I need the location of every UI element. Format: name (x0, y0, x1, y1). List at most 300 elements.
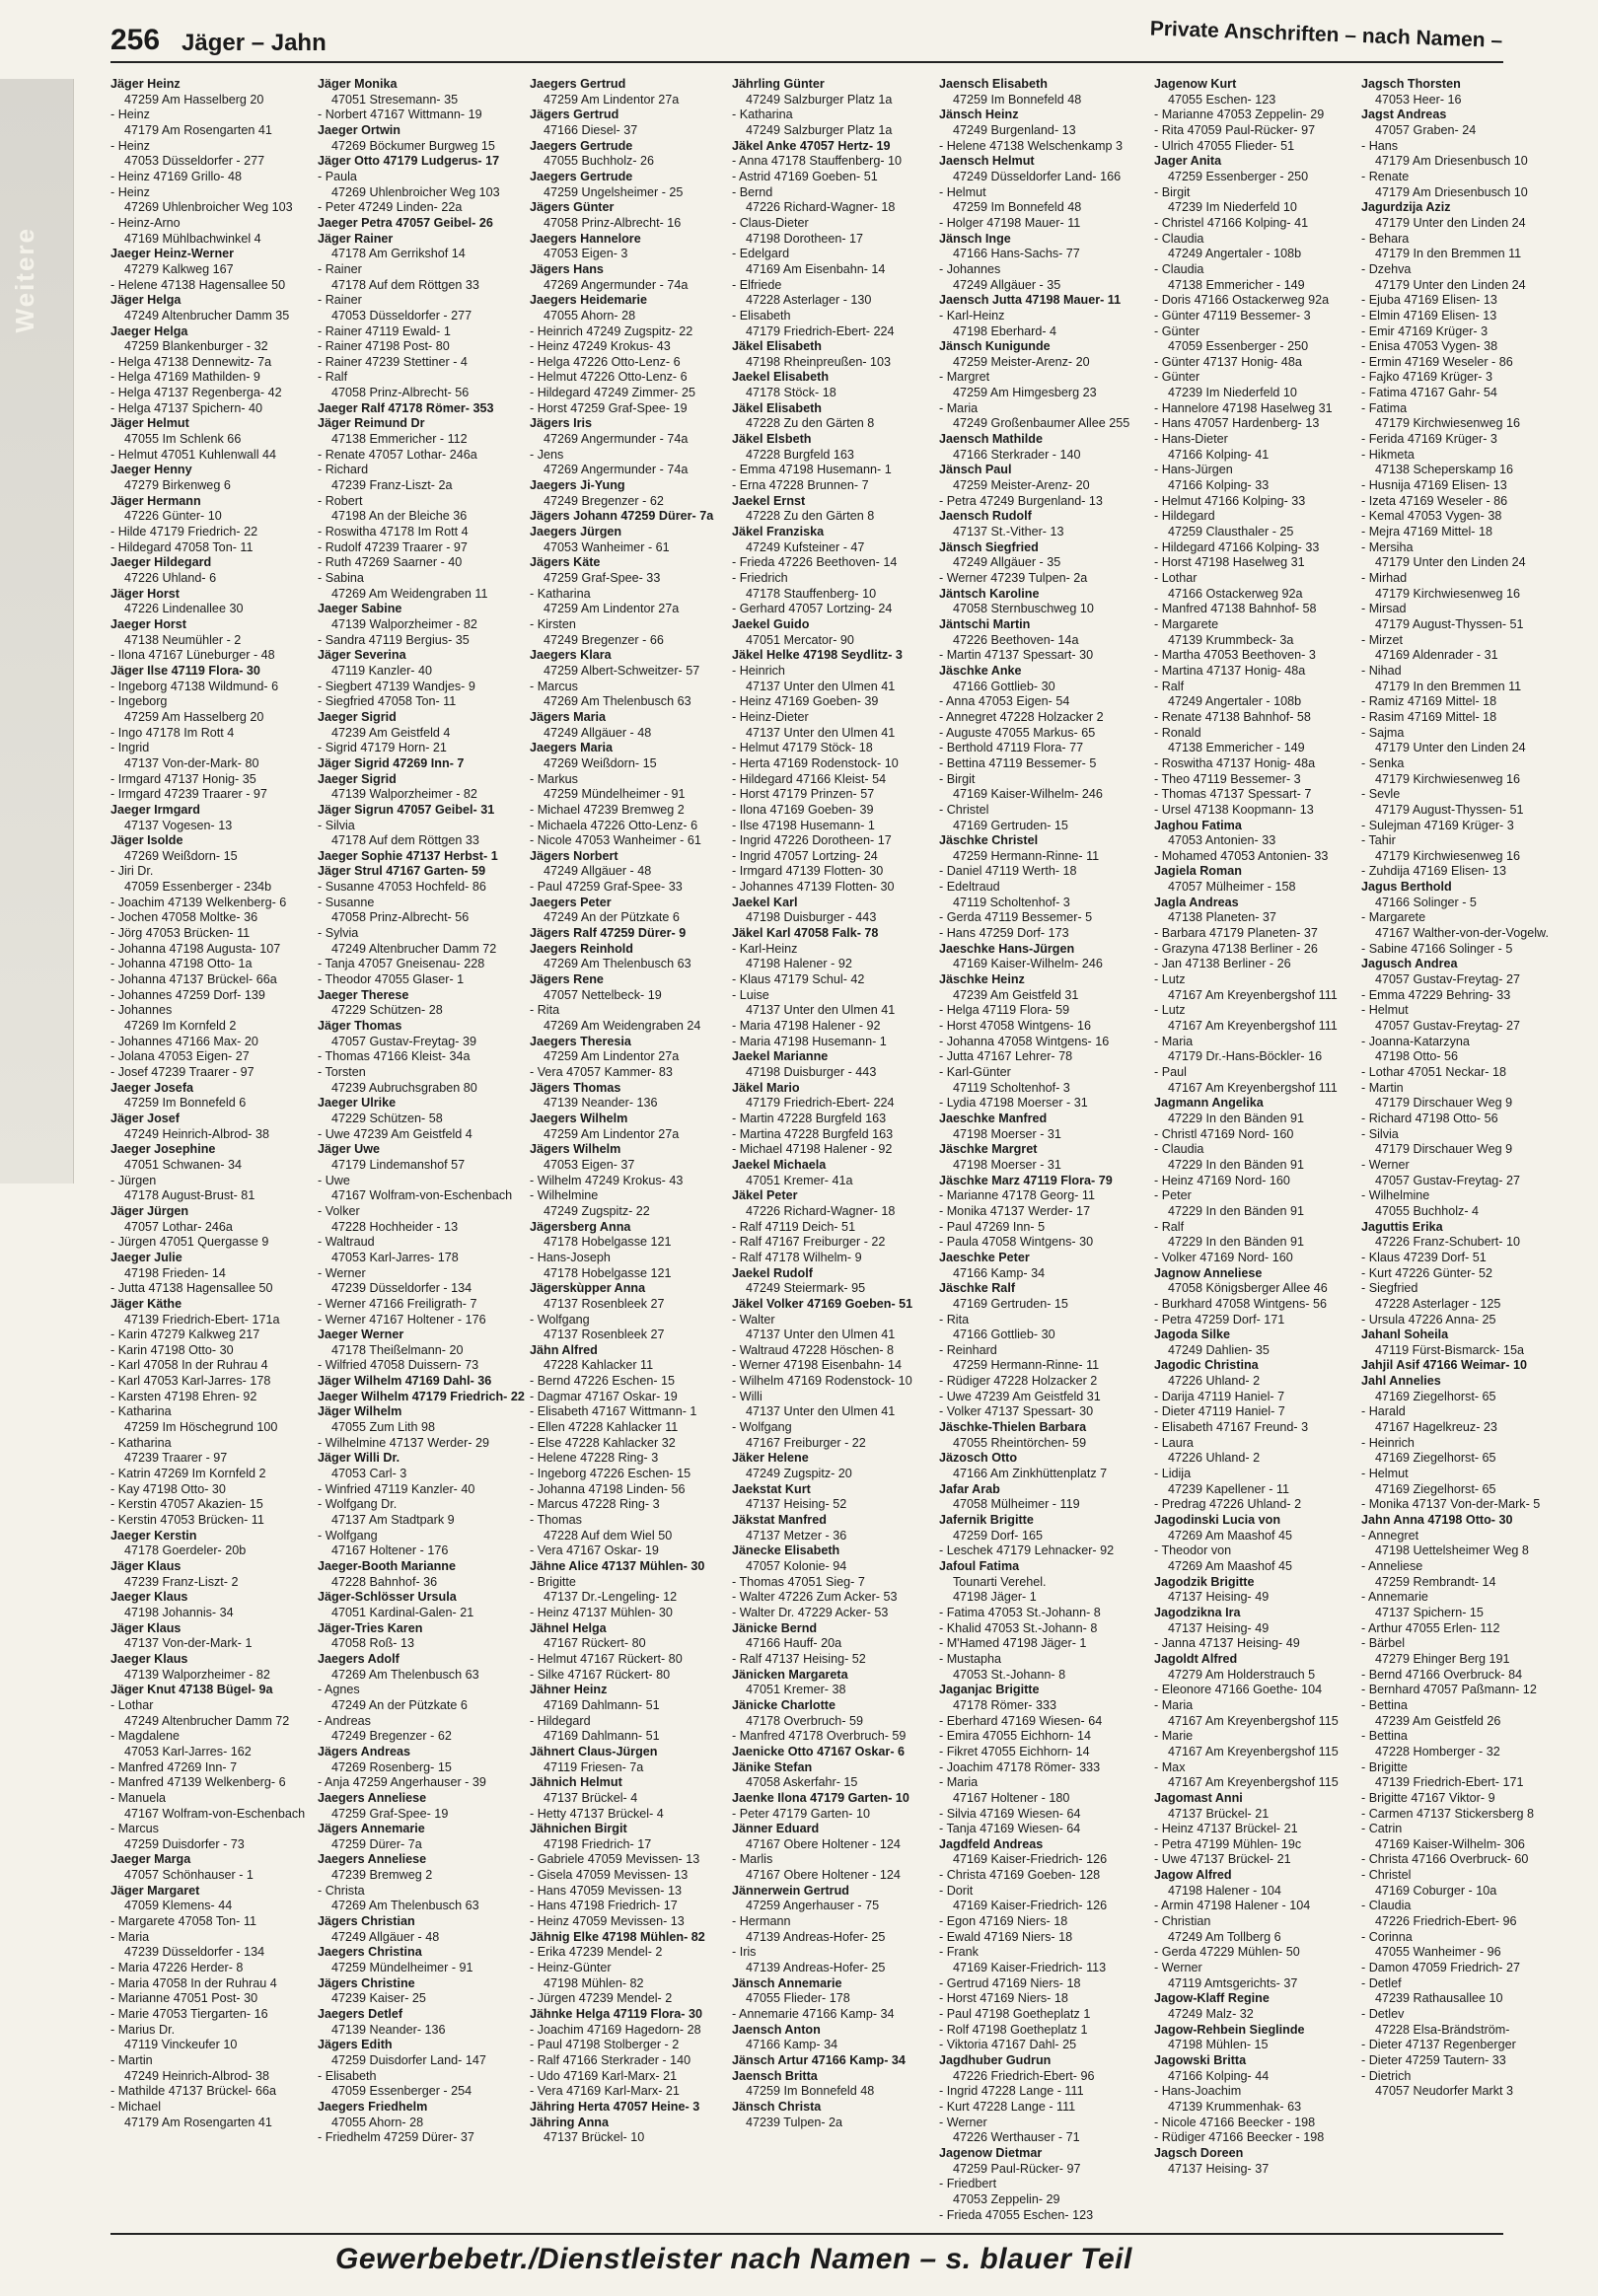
entry-subentry: - Helga 47138 Dennewitz- 7a (110, 354, 272, 369)
entry-subentry: - Ilona 47167 Lüneburger - 48 (110, 648, 275, 663)
entry-subentry: - Karl-Günter (939, 1065, 1011, 1079)
entry-subentry: - Siegfried 47058 Ton- 11 (318, 694, 457, 709)
entry-subentry: - Agnes (318, 1683, 360, 1697)
entry-address: 47051 Kardinal-Galen- 21 (331, 1605, 474, 1619)
entry-subentry: - Detlev (1361, 2007, 1405, 2022)
entry-address: 47226 Werthauser - 71 (953, 2130, 1080, 2145)
entry-subentry: - Ingrid 47057 Lortzing- 24 (732, 848, 878, 863)
entry-subentry: - Ingrid 47228 Lange - 111 (939, 2084, 1084, 2099)
entry-subentry: - Irmgard 47239 Traarer - 97 (110, 787, 267, 802)
entry-subentry: - Else 47228 Kahlacker 32 (530, 1435, 676, 1450)
entry-address: 47198 Dorotheen- 17 (746, 231, 864, 246)
entry-name: Jaeger Henny (110, 463, 192, 477)
entry-address: 47259 Duisdorfer - 73 (124, 1836, 245, 1851)
entry-name: Jäger Helga (110, 293, 182, 308)
entry-address: 47259 Meister-Arenz- 20 (953, 354, 1090, 369)
entry-subentry: - Ingeborg (110, 694, 168, 709)
entry-address: 47166 Diesel- 37 (544, 122, 638, 137)
entry-address: 47179 In den Bremmen 11 (1375, 679, 1522, 693)
entry-subentry: - Johannes (939, 261, 1001, 276)
entry-name: Jährling Günter (732, 77, 825, 91)
entry-subentry: - Ralf 47119 Deich- 51 (732, 1219, 856, 1234)
entry-subentry: - Silvia (318, 818, 355, 832)
entry-address: 47179 Kirchwiesenweg 16 (1375, 848, 1521, 863)
entry-subentry: - Lothar (1154, 571, 1198, 585)
entry-subentry: - Emma 47229 Behring- 33 (1361, 987, 1511, 1002)
entry-subentry: - Werner 47166 Freiligrath- 7 (318, 1296, 477, 1311)
entry-subentry: - Joanna-Katarzyna (1361, 1034, 1470, 1048)
entry-subentry: - Walter 47226 Zum Acker- 53 (732, 1590, 898, 1605)
entry-address: 47249 Bregenzer - 62 (544, 493, 664, 508)
entry-subentry: - Bettina 47119 Bessemer- 5 (939, 755, 1097, 770)
entry-address: 47279 Kalkweg 167 (124, 261, 234, 276)
entry-address: 47249 Zugspitz- 20 (746, 1467, 852, 1481)
entry-subentry: - Erika 47239 Mendel- 2 (530, 1945, 663, 1960)
entry-name: Jänsch Paul (939, 463, 1012, 477)
entry-name: Jaekel Michaela (732, 1157, 827, 1172)
entry-address: 47138 Planeten- 37 (1168, 910, 1276, 925)
entry-subentry: - Paul 47198 Goetheplatz 1 (939, 2007, 1091, 2022)
entry-name: Jäger-Schlösser Ursula (318, 1590, 457, 1605)
entry-subentry: - Theodor von (1154, 1543, 1232, 1558)
entry-name: Jagmann Angelika (1154, 1096, 1264, 1111)
entry-subentry: - Andreas (318, 1713, 371, 1728)
entry-subentry: - Uwe (318, 1173, 350, 1187)
entry-subentry: - Detlef (1361, 1975, 1402, 1990)
entry-subentry: - Heinz 47137 Mühlen- 30 (530, 1605, 673, 1619)
entry-subentry: - Barbara 47179 Planeten- 37 (1154, 926, 1318, 941)
entry-subentry: - Susanne (318, 895, 375, 909)
entry-subentry: - Hildegard 47166 Kleist- 54 (732, 771, 887, 786)
entry-name: Jähne Alice 47137 Mühlen- 30 (530, 1559, 705, 1573)
entry-address: 47137 Brückel- 10 (544, 2130, 645, 2145)
entry-address: 47138 Emmericher - 149 (1168, 741, 1305, 755)
entry-subentry: - Katharina (110, 1404, 172, 1419)
entry-subentry: - Wilhelm 47249 Krokus- 43 (530, 1173, 684, 1187)
entry-subentry: - Karin 47198 Otto- 30 (110, 1342, 234, 1357)
entry-subentry: - Ingeborg 47138 Wildmund- 6 (110, 679, 279, 693)
entry-address: 47239 Kaiser- 25 (331, 1991, 426, 2006)
entry-name: Jaeger Petra 47057 Geibel- 26 (318, 215, 493, 230)
entry-subentry: - Petra 47249 Burgenland- 13 (939, 493, 1103, 508)
entry-subentry: - Fikret 47055 Eichhorn- 14 (939, 1744, 1090, 1758)
entry-address: 47198 Uettelsheimer Weg 8 (1375, 1543, 1529, 1558)
entry-subentry: - Uwe 47137 Brückel- 21 (1154, 1852, 1291, 1867)
entry-subentry: - Brigitte 47167 Viktor- 9 (1361, 1790, 1495, 1805)
entry-subentry: - Wilfried 47058 Duissern- 73 (318, 1358, 479, 1373)
entry-subentry: - Hildegard 47166 Kolping- 33 (1154, 539, 1320, 554)
entry-address: 47198 Mühlen- 82 (544, 1975, 644, 1990)
entry-address: 47259 Am Lindentor 27a (544, 1049, 680, 1064)
entry-subentry: - Sabine 47166 Solinger - 5 (1361, 941, 1513, 956)
entry-address: 47198 Mühlen- 15 (1168, 2038, 1269, 2052)
entry-address: 47249 Salzburger Platz 1a (746, 122, 893, 137)
entry-subentry: - Brigitte (530, 1574, 576, 1589)
entry-name: Jänicke Bernd (732, 1620, 818, 1635)
entry-address: 47058 Roß- 13 (331, 1636, 415, 1651)
entry-address: 47167 Am Kreyenbergshof 115 (1168, 1744, 1339, 1758)
entry-subentry: - Wilhelmine 47137 Werder- 29 (318, 1435, 490, 1450)
entry-address: 47169 Kaiser-Wilhelm- 306 (1375, 1836, 1525, 1851)
entry-subentry: - Günter 47119 Bessemer- 3 (1154, 308, 1311, 323)
entry-name: Jafoul Fatima (939, 1559, 1020, 1573)
entry-subentry: - Manfred 47138 Bahnhof- 58 (1154, 602, 1317, 616)
entry-address: 47055 Im Schlenk 66 (124, 432, 242, 447)
entry-address: 47169 Kaiser-Wilhelm- 246 (953, 787, 1103, 802)
entry-subentry: - Horst 47198 Haselweg 31 (1154, 555, 1305, 570)
entry-address: 47228 Asterlager - 125 (1375, 1296, 1501, 1311)
entry-address: 47226 Uhland- 2 (1168, 1451, 1261, 1466)
entry-address: 47226 Richard-Wagner- 18 (746, 200, 896, 215)
entry-subentry: - Torsten (318, 1065, 366, 1079)
entry-address: 47169 Dahlmann- 51 (544, 1697, 660, 1712)
entry-subentry: - Nihad (1361, 663, 1402, 678)
entry-name: Jägers Ralf 47259 Dürer- 9 (530, 926, 687, 941)
entry-address: 47057 Gustav-Freytag- 27 (1375, 1019, 1521, 1034)
entry-name: Jagiela Roman (1154, 864, 1242, 879)
entry-name: Jagst Andreas (1361, 108, 1447, 122)
entry-subentry: - Ursel 47138 Koopmann- 13 (1154, 802, 1314, 817)
entry-address: 47137 Von-der-Mark- 1 (124, 1636, 253, 1651)
entry-address: 47226 Lindenallee 30 (124, 602, 244, 616)
entry-subentry: - Helga 47169 Mathilden- 9 (110, 370, 260, 385)
entry-address: 47053 Karl-Jarres- 178 (331, 1250, 459, 1264)
entry-subentry: - Rasim 47169 Mittel- 18 (1361, 709, 1497, 724)
entry-name: Jäkstat Manfred (732, 1513, 827, 1528)
entry-subentry: - Nicole 47166 Beecker - 198 (1154, 2115, 1316, 2129)
entry-name: Jagowski Britta (1154, 2053, 1247, 2067)
entry-subentry: - Wilhelm 47169 Rodenstock- 10 (732, 1374, 912, 1389)
entry-address: 47279 Am Holderstrauch 5 (1168, 1667, 1316, 1682)
entry-subentry: - Gerda 47229 Mühlen- 50 (1154, 1945, 1300, 1960)
entry-name: Jägerskùpper Anna (530, 1281, 646, 1296)
entry-subentry: - Margarete (1361, 910, 1426, 925)
entry-address: 47169 Dahlmann- 51 (544, 1729, 660, 1744)
entry-subentry: - Ralf 47166 Sterkrader - 140 (530, 2053, 691, 2067)
entry-subentry: - Armin 47198 Halener - 104 (1154, 1899, 1311, 1913)
entry-subentry: - Herta 47169 Rodenstock- 10 (732, 755, 899, 770)
entry-subentry: - Joachim 47169 Hagedorn- 28 (530, 2022, 701, 2037)
entry-name: Jäger Wilhelm 47169 Dahl- 36 (318, 1374, 492, 1389)
entry-address: 47051 Stresemann- 35 (331, 92, 459, 107)
entry-subentry: - Josef 47239 Traarer - 97 (110, 1065, 254, 1079)
entry-address: 47198 Moerser - 31 (953, 1157, 1061, 1172)
entry-subentry: - Gerda 47119 Bessemer- 5 (939, 910, 1093, 925)
entry-subentry: - Ralf (1154, 679, 1185, 693)
entry-subentry: - Horst 47259 Graf-Spee- 19 (530, 400, 688, 415)
entry-name: Jagusch Andrea (1361, 957, 1458, 971)
entry-address: 47169 Coburger - 10a (1375, 1883, 1497, 1898)
entry-address: 47249 Heinrich-Albrod- 38 (124, 1126, 270, 1141)
entry-subentry: - Marcus 47228 Ring- 3 (530, 1497, 660, 1512)
entry-subentry: - Heinz 47059 Mevissen- 13 (530, 1914, 685, 1929)
entry-address: 47059 Essenberger - 250 (1168, 339, 1309, 354)
entry-subentry: - Sevle (1361, 787, 1401, 802)
entry-subentry: - Jens (530, 447, 564, 462)
entry-subentry: - Mejra 47169 Mittel- 18 (1361, 525, 1492, 539)
entry-address: 47169 Ziegelhorst- 65 (1375, 1389, 1496, 1403)
entry-address: 47055 Wanheimer - 96 (1375, 1945, 1501, 1960)
entry-name: Jänsch Kunigunde (939, 339, 1051, 354)
entry-subentry: - Dieter 47259 Tautern- 33 (1361, 2053, 1506, 2067)
entry-address: 47269 Am Thelenbusch 63 (544, 694, 691, 709)
entry-subentry: - Friedhelm 47259 Dürer- 37 (318, 2130, 474, 2145)
entry-address: 47139 Friedrich-Ebert- 171 (1375, 1775, 1524, 1790)
entry-subentry: - Karl 47058 In der Ruhrau 4 (110, 1358, 268, 1373)
entry-name: Jänsch Christa (732, 2099, 822, 2114)
entry-address: 47058 Königsberger Allee 46 (1168, 1281, 1328, 1296)
entry-subentry: - Margret (939, 370, 990, 385)
entry-address: 47269 Weißdorn- 15 (544, 755, 657, 770)
entry-name: Jaensch Helmut (939, 154, 1035, 169)
entry-name: Jagomast Anni (1154, 1790, 1243, 1805)
entry-name: Jagodinski Lucia von (1154, 1513, 1281, 1528)
entry-address: 47259 Paul-Rücker- 97 (953, 2161, 1081, 2176)
entry-address: 47249 Allgäuer - 35 (953, 277, 1061, 292)
entry-name: Jänicke Charlotte (732, 1697, 835, 1712)
entry-address: 47137 Rosenbleek 27 (544, 1296, 665, 1311)
entry-subentry: - Karl 47053 Karl-Jarres- 178 (110, 1374, 271, 1389)
entry-address: 47119 Amtsgerichts- 37 (1168, 1975, 1298, 1990)
entry-subentry: - Astrid 47169 Goeben- 51 (732, 169, 878, 183)
entry-address: 47053 Karl-Jarres- 162 (124, 1744, 252, 1758)
entry-name: Jähnel Helga (530, 1620, 607, 1635)
entry-address: 47179 Friedrich-Ebert- 224 (746, 323, 895, 338)
entry-name: Jaegers Anneliese (318, 1852, 427, 1867)
entry-name: Jäkel Helke 47198 Seydlitz- 3 (732, 648, 903, 663)
entry-subentry: - Grazyna 47138 Berliner - 26 (1154, 941, 1318, 956)
entry-subentry: - Ronald (1154, 725, 1201, 740)
entry-subentry: - Gerhard 47057 Lortzing- 24 (732, 602, 893, 616)
entry-address: 47198 Jäger- 1 (953, 1590, 1037, 1605)
entry-address: 47166 Am Zinkhüttenplatz 7 (953, 1467, 1108, 1481)
entry-subentry: - Manfred 47269 Inn- 7 (110, 1759, 238, 1774)
entry-subentry: - Marianne 47053 Zeppelin- 29 (1154, 108, 1325, 122)
entry-address: 47198 Rheinpreußen- 103 (746, 354, 892, 369)
entry-name: Jägers Wilhelm (530, 1142, 621, 1157)
entry-address: 47057 Kolonie- 94 (746, 1559, 847, 1573)
entry-address: 47269 Uhlenbroicher Weg 103 (331, 184, 500, 199)
entry-address: 47119 Kanzler- 40 (331, 663, 432, 678)
entry-subentry: - Silvia (1361, 1126, 1399, 1141)
entry-name: Jaegers Adolf (318, 1651, 400, 1666)
entry-address: 47226 Friedrich-Ebert- 96 (953, 2068, 1095, 2083)
entry-address: 47139 Krummenhak- 63 (1168, 2099, 1302, 2114)
entry-address: 47179 Unter den Linden 24 (1375, 215, 1526, 230)
entry-name: Jaeger Werner (318, 1327, 404, 1342)
entry-address: 47057 Graben- 24 (1375, 122, 1477, 137)
entry-address: 47269 Am Maashof 45 (1168, 1559, 1293, 1573)
entry-subentry: - Susanne 47053 Hochfeld- 86 (318, 880, 486, 895)
entry-subentry: - Paula 47058 Wintgens- 30 (939, 1235, 1094, 1250)
entry-subentry: - Catrin (1361, 1822, 1403, 1836)
entry-subentry: - Daniel 47119 Werth- 18 (939, 864, 1077, 879)
entry-subentry: - Predrag 47226 Uhland- 2 (1154, 1497, 1302, 1512)
entry-address: 47239 Im Niederfeld 10 (1168, 200, 1297, 215)
entry-address: 47053 Antonien- 33 (1168, 833, 1276, 848)
entry-subentry: - Heinz 47169 Grillo- 48 (110, 169, 242, 183)
entry-name: Jahn Anna 47198 Otto- 30 (1361, 1513, 1513, 1528)
entry-subentry: - Hildegard (1154, 509, 1215, 524)
entry-address: 47179 Dr.-Hans-Böckler- 16 (1168, 1049, 1323, 1064)
entry-name: Jaegers Heidemarie (530, 293, 648, 308)
entry-subentry: - Vera 47057 Kammer- 83 (530, 1065, 673, 1079)
entry-address: 47139 Walporzheimer - 82 (331, 616, 477, 631)
entry-address: 47059 Essenberger - 234b (124, 880, 272, 895)
entry-address: 47198 Moerser - 31 (953, 1126, 1061, 1141)
entry-name: Jaegers Anneliese (318, 1790, 427, 1805)
entry-subentry: - Hans-Joachim (1154, 2084, 1242, 2099)
entry-subentry: - Hikmeta (1361, 447, 1415, 462)
entry-name: Jänsch Artur 47166 Kamp- 34 (732, 2053, 906, 2067)
entry-name: Jägers Käte (530, 555, 601, 570)
entry-address: 47057 Neudorfer Markt 3 (1375, 2084, 1514, 2099)
entry-address: 47178 August-Brust- 81 (124, 1188, 255, 1203)
entry-subentry: - Sylvia (318, 926, 359, 941)
entry-name: Jaekel Karl (732, 895, 798, 909)
entry-address: 47259 Im Bonnefeld 48 (953, 200, 1082, 215)
entry-name: Jaegers Wilhelm (530, 1111, 628, 1125)
entry-address: 47239 Traarer - 97 (124, 1451, 228, 1466)
entry-address: 47269 Am Weidengraben 11 (331, 586, 488, 601)
entry-address: 47228 Bahnhof- 36 (331, 1574, 438, 1589)
entry-subentry: - Rita (939, 1312, 970, 1327)
entry-address: 47137 Heising- 52 (746, 1497, 847, 1512)
entry-address: 47269 Angermunder - 74a (544, 277, 689, 292)
directory-columns (110, 77, 1549, 2222)
entry-subentry: - Hilde 47179 Friedrich- 22 (110, 525, 258, 539)
entry-address: 47228 Homberger - 32 (1375, 1744, 1500, 1758)
entry-subentry: - Johannes 47259 Dorf- 139 (110, 987, 265, 1002)
entry-subentry: - Willi (732, 1389, 763, 1403)
entry-name: Jaeger Josefa (110, 1080, 194, 1095)
entry-subentry: - Mathilde 47137 Brückel- 66a (110, 2084, 277, 2099)
entry-name: Jaenicke Otto 47167 Oskar- 6 (732, 1744, 906, 1758)
entry-subentry: - Kerstin 47057 Akazien- 15 (110, 1497, 263, 1512)
entry-address: 47269 Am Maashof 45 (1168, 1528, 1293, 1543)
entry-subentry: - Bernd 47226 Eschen- 15 (530, 1374, 676, 1389)
entry-subentry: - Renate 47138 Bahnhof- 58 (1154, 709, 1311, 724)
entry-address: 47179 Unter den Linden 24 (1375, 277, 1526, 292)
entry-subentry: - Ralf 47178 Wilhelm- 9 (732, 1250, 862, 1264)
entry-subentry: - Helmut (1361, 1467, 1409, 1481)
entry-name: Jagurdzija Aziz (1361, 200, 1451, 215)
entry-subentry: - Helene 47138 Hagensallee 50 (110, 277, 286, 292)
entry-name: Jähner Heinz (530, 1683, 608, 1697)
entry-subentry: - Volker (318, 1203, 360, 1218)
entry-address: 47058 Sternbuschweg 10 (953, 602, 1094, 616)
entry-address: 47053 Carl- 3 (331, 1467, 407, 1481)
entry-name: Jäger Helmut (110, 416, 189, 431)
entry-address: 47167 Am Kreyenbergshof 115 (1168, 1713, 1339, 1728)
directory-column (1154, 77, 1391, 2177)
entry-name: Jaeger Sigrid (318, 709, 397, 724)
entry-address: 47239 Franz-Liszt- 2a (331, 478, 453, 493)
entry-name: Jänsch Annemarie (732, 1975, 842, 1990)
entry-subentry: - Enisa 47053 Vygen- 38 (1361, 339, 1498, 354)
entry-name: Jaensch Jutta 47198 Mauer- 11 (939, 293, 1122, 308)
entry-subentry: - Jürgen 47239 Mendel- 2 (530, 1991, 673, 2006)
entry-name: Jägers Christian (318, 1914, 415, 1929)
entry-subentry: - Ramiz 47169 Mittel- 18 (1361, 694, 1497, 709)
entry-name: Jagodzik Brigitte (1154, 1574, 1255, 1589)
entry-address: 47169 Aldenrader - 31 (1375, 648, 1498, 663)
entry-address: 47053 Düsseldorfer - 277 (124, 154, 265, 169)
entry-address: 47239 Düsseldorfer - 134 (124, 1945, 265, 1960)
entry-name: Jägers Norbert (530, 848, 618, 863)
entry-subentry: - Winfried 47119 Kanzler- 40 (318, 1481, 475, 1496)
entry-subentry: - Berthold 47119 Flora- 77 (939, 741, 1084, 755)
entry-address: 47137 Unter den Ulmen 41 (746, 1327, 896, 1342)
entry-name: Jäger Käthe (110, 1296, 182, 1311)
entry-address: 47239 Bremweg 2 (331, 1868, 433, 1883)
entry-address: 47249 Malz- 32 (1168, 2007, 1254, 2022)
directory-column (1361, 77, 1598, 2100)
entry-subentry: - Helmut 47051 Kuhlenwall 44 (110, 447, 277, 462)
entry-name: Jäger Thomas (318, 1019, 402, 1034)
entry-address: 47179 August-Thyssen- 51 (1375, 616, 1524, 631)
directory-column (318, 77, 554, 2146)
entry-name: Jäkel Peter (732, 1188, 798, 1203)
entry-subentry: - Gisela 47059 Mevissen- 13 (530, 1868, 689, 1883)
entry-address: 47139 Krummbeck- 3a (1168, 632, 1294, 647)
entry-name: Jäger Klaus (110, 1559, 182, 1573)
entry-subentry: - Bernd (732, 184, 773, 199)
entry-name: Jäkel Elisabeth (732, 339, 823, 354)
entry-subentry: - Heinz 47169 Nord- 160 (1154, 1173, 1290, 1187)
entry-subentry: - Mersiha (1361, 539, 1414, 554)
entry-subentry: - Bärbel (1361, 1636, 1406, 1651)
page-header (110, 17, 1503, 63)
entry-subentry: - Rüdiger 47166 Beecker - 198 (1154, 2130, 1325, 2145)
entry-name: Jaensch Mathilde (939, 432, 1043, 447)
entry-name: Jähnichen Birgit (530, 1822, 627, 1836)
entry-address: 47179 Dirschauer Weg 9 (1375, 1142, 1513, 1157)
entry-name: Jaeger Hildegard (110, 555, 212, 570)
entry-subentry: - M'Hamed 47198 Jäger- 1 (939, 1636, 1087, 1651)
header-range: Jäger – Jahn (182, 30, 327, 56)
entry-subentry: - Horst 47169 Niers- 18 (939, 1991, 1068, 2006)
entry-name: Jaegers Gertrude (530, 169, 633, 183)
entry-subentry: - Nicole 47053 Wanheimer - 61 (530, 833, 701, 848)
entry-address: 47269 Am Thelenbusch 63 (331, 1899, 479, 1913)
entry-subentry: - Elfriede (732, 277, 782, 292)
entry-name: Jäschke Marz 47119 Flora- 79 (939, 1173, 1113, 1187)
entry-name: Jaegers Detlef (318, 2007, 403, 2022)
entry-address: 47178 Overbruch- 59 (746, 1713, 864, 1728)
entry-name: Jäger Sigrid 47269 Inn- 7 (318, 755, 465, 770)
entry-subentry: - Egon 47169 Niers- 18 (939, 1914, 1068, 1929)
entry-subentry: - Rainer 47198 Post- 80 (318, 339, 450, 354)
entry-address: 47179 Am Rosengarten 41 (124, 122, 272, 137)
entry-name: Jaganjac Brigitte (939, 1683, 1040, 1697)
entry-name: Jaeger Julie (110, 1250, 182, 1264)
entry-subentry: - Martina 47137 Honig- 48a (1154, 663, 1306, 678)
entry-name: Jänsch Heinz (939, 108, 1019, 122)
entry-name: Jäger Hermann (110, 493, 201, 508)
entry-address: 47139 Neander- 136 (544, 1096, 658, 1111)
entry-subentry: - Hans 47198 Friedrich- 17 (530, 1899, 678, 1913)
entry-address: 47198 Halener - 92 (746, 957, 852, 971)
entry-name: Jägers Maria (530, 709, 607, 724)
entry-name: Jäger Monika (318, 77, 398, 91)
entry-address: 47051 Mercator- 90 (746, 632, 854, 647)
entry-address: 47259 Meister-Arenz- 20 (953, 478, 1090, 493)
entry-subentry: - Helga 47137 Regenberga- 42 (110, 386, 282, 400)
entry-address: 47228 Asterlager - 130 (746, 293, 872, 308)
entry-subentry: - Hildegard 47058 Ton- 11 (110, 539, 254, 554)
entry-address: 47139 Andreas-Hofer- 25 (746, 1961, 886, 1975)
